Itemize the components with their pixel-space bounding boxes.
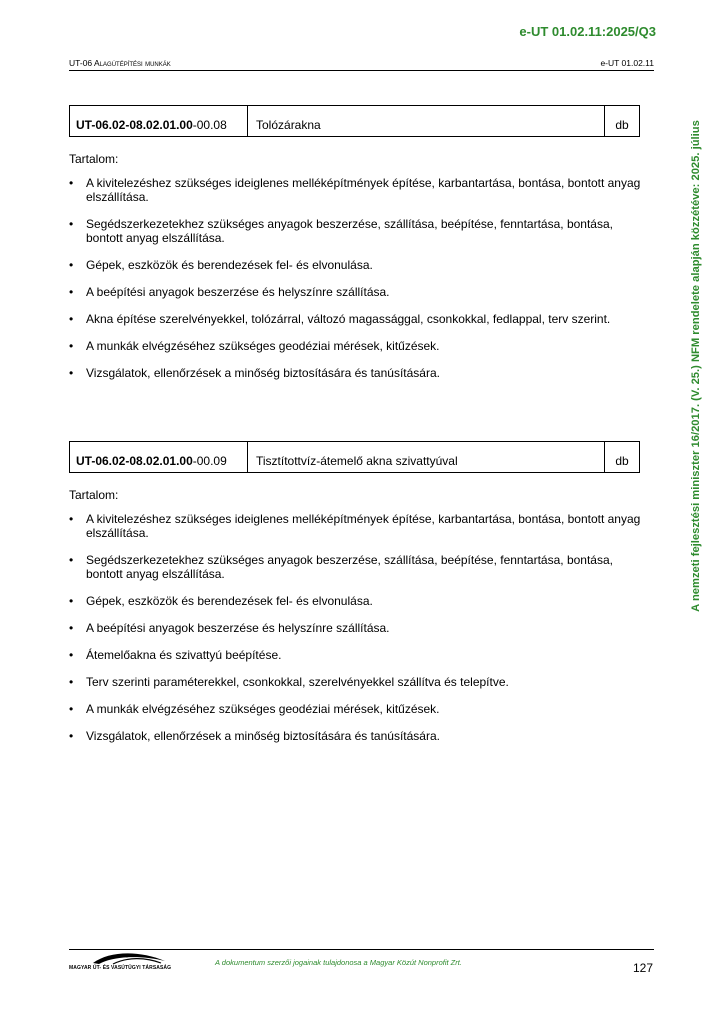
item-header-table	[69, 441, 640, 473]
list-item: • A munkák elvégzéséhez szükséges geodéziai mérések, kitűzések.	[69, 339, 646, 353]
list-item: • A kivitelezéshez szükséges ideiglenes melléképítmények építése, karbantartása, bontása, bontott anyag elszállítása.	[69, 512, 646, 540]
item-section-2	[69, 441, 642, 756]
copyright-note: A dokumentum szerzői jogainak tulajdonosa a Magyar Közút Nonprofit Zrt.	[215, 958, 462, 967]
list-item: • Akna építése szerelvényekkel, tolózárral, változó magassággal, csonkokkal, fedlappal, terv szerint.	[69, 312, 646, 326]
list-item: • Segédszerkezetekhez szükséges anyagok beszerzése, szállítása, beépítése, fenntartása, bontása, bontott anyag elszállítása.	[69, 217, 646, 245]
list-item: • A kivitelezéshez szükséges ideiglenes melléképítmények építése, karbantartása, bontása, bontott anyag elszállítása.	[69, 176, 646, 204]
page-number: 127	[632, 961, 653, 975]
item-code-main: UT-06.02-08.02.01.00	[76, 118, 193, 132]
item-code	[70, 442, 248, 472]
item-unit: db	[615, 118, 629, 132]
publication-note	[686, 96, 706, 636]
company-logo-text: MAGYAR ÚT- ÉS VASÚTÜGYI TÁRSASÁG	[69, 965, 172, 971]
list-item: • A beépítési anyagok beszerzése és helyszínre szállítása.	[69, 285, 646, 299]
list-item: • A munkák elvégzéséhez szükséges geodéziai mérések, kitűzések.	[69, 702, 646, 716]
header-chapter: UT-06 Alagútépítési munkák	[69, 58, 171, 68]
item-code	[70, 106, 248, 136]
content-list	[69, 176, 642, 380]
publication-note-text: A nemzeti fejlesztési miniszter 16/2017. (V. 25.) NFM rendelete alapján közzétéve: 2025. július	[690, 120, 702, 612]
item-code-suffix: -00.09	[192, 454, 227, 468]
header-doc-code: e-UT 01.02.11	[600, 58, 654, 68]
page-header	[69, 58, 654, 71]
item-unit: db	[615, 454, 629, 468]
list-item: • Segédszerkezetekhez szükséges anyagok beszerzése, szállítása, beépítése, fenntartása, bontása, bontott anyag elszállítása.	[69, 553, 646, 581]
content-list	[69, 512, 642, 743]
item-name: Tisztítottvíz-átemelő akna szivattyúval	[248, 442, 605, 472]
item-section-1	[69, 105, 642, 393]
item-name: Tolózárakna	[248, 106, 605, 136]
content-label: Tartalom:	[69, 488, 119, 502]
list-item: • Gépek, eszközök és berendezések fel- és elvonulása.	[69, 594, 646, 608]
list-item: • Vizsgálatok, ellenőrzések a minőség biztosítására és tanúsítására.	[69, 366, 646, 380]
list-item: • Átemelőakna és szivattyú beépítése.	[69, 648, 646, 662]
footer-divider	[69, 949, 654, 950]
list-item: • Terv szerinti paraméterekkel, csonkokkal, szerelvényekkel szállítva és telepítve.	[69, 675, 646, 689]
content-label: Tartalom:	[69, 152, 119, 166]
document-code: e-UT 01.02.11:2025/Q3	[519, 24, 656, 39]
list-item: • Gépek, eszközök és berendezések fel- és elvonulása.	[69, 258, 646, 272]
item-header-table	[69, 105, 640, 137]
list-item: • Vizsgálatok, ellenőrzések a minőség biztosítására és tanúsítására.	[69, 729, 646, 743]
item-code-suffix: -00.08	[192, 118, 227, 132]
list-item: • A beépítési anyagok beszerzése és helyszínre szállítása.	[69, 621, 646, 635]
item-code-main: UT-06.02-08.02.01.00	[76, 454, 193, 468]
